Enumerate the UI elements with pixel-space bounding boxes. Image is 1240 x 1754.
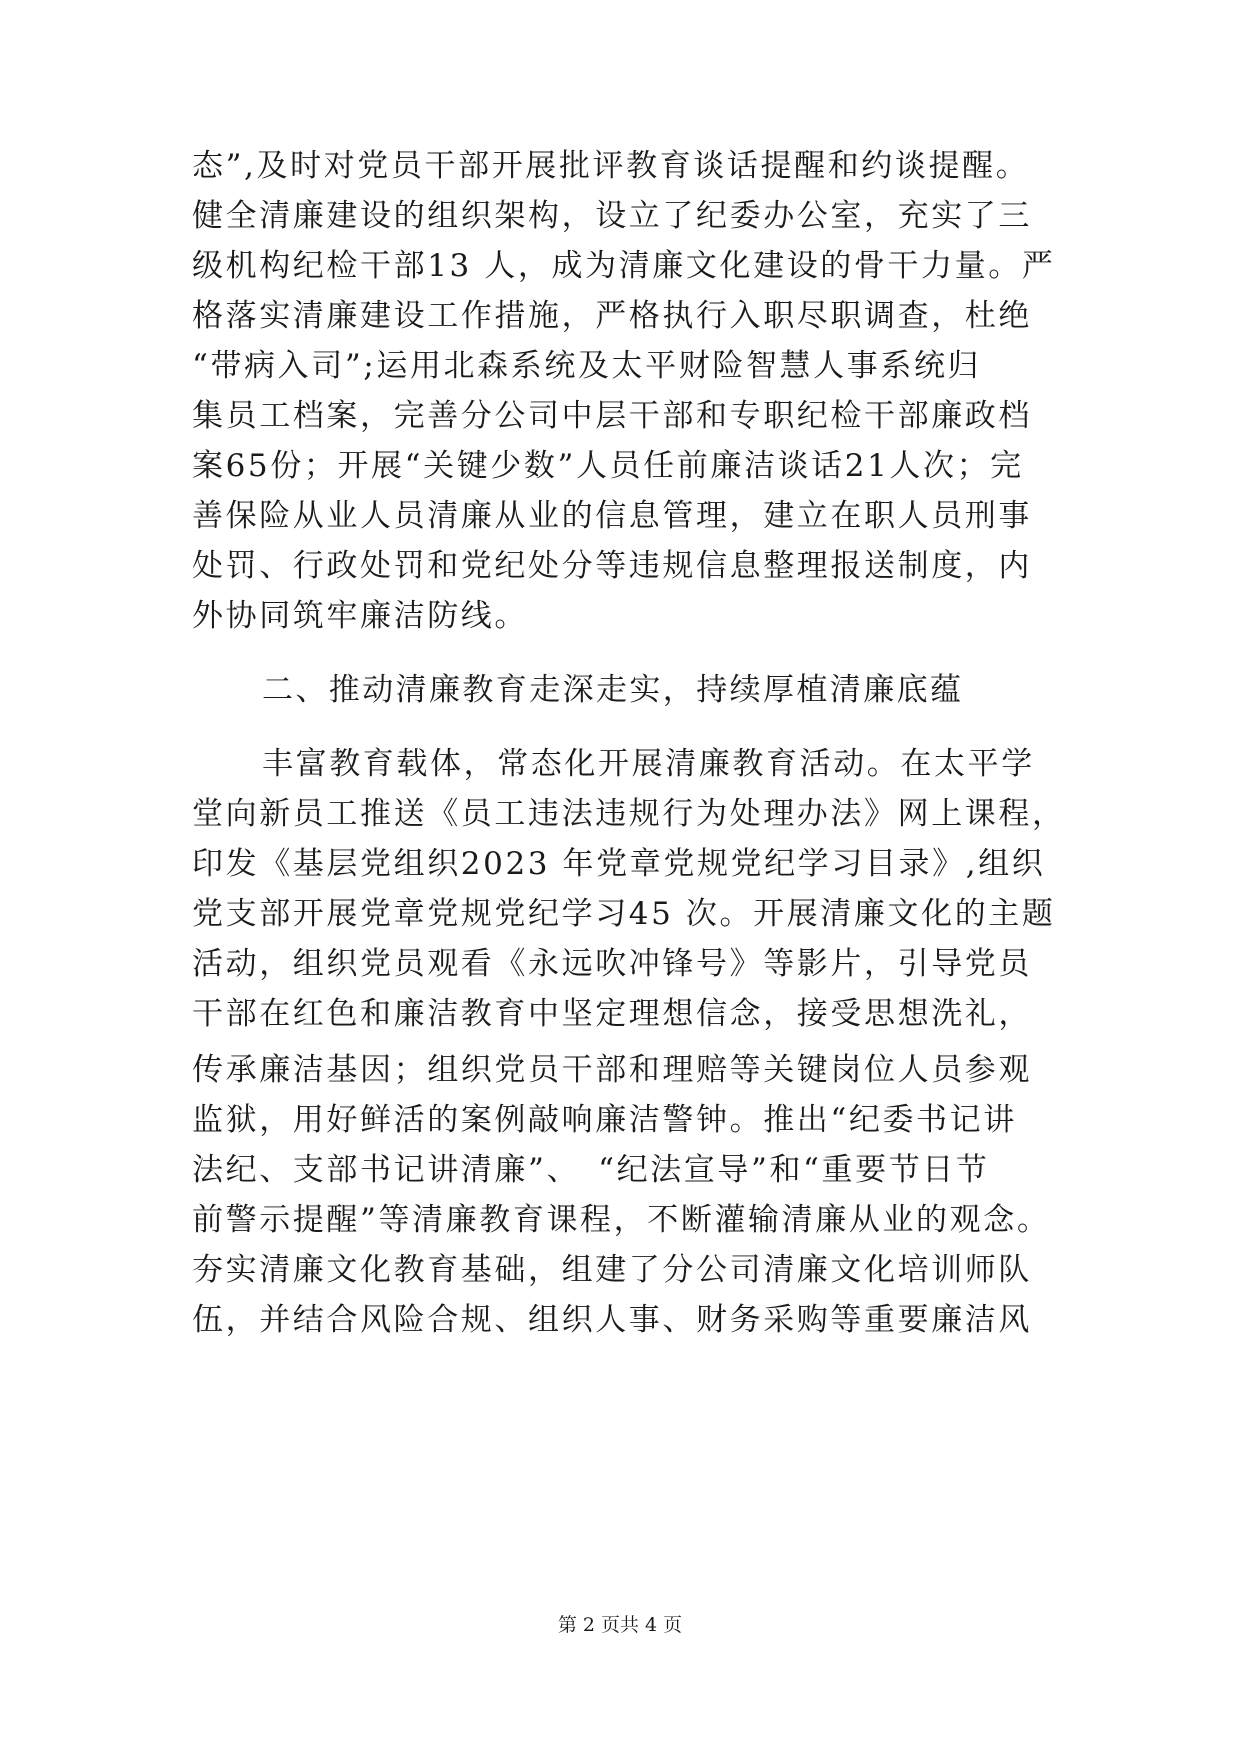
text-line: 前警示提醒”等清廉教育课程，不断灌输清廉从业的观念。 — [192, 1202, 1051, 1238]
text-line: 党支部开展党章党规党纪学习45 次。开展清廉文化的主题 — [192, 896, 1056, 932]
text-line: 法纪、支部书记讲清廉”、 “纪法宣导”和“重要节日节 — [192, 1152, 990, 1188]
page-number-footer: 第 2 页共 4 页 — [557, 1614, 683, 1636]
text-line: 监狱，用好鲜活的案例敲响廉洁警钟。推出“纪委书记讲 — [192, 1102, 1017, 1138]
text-line: 堂向新员工推送《员工违法违规行为处理办法》网上课程， — [192, 796, 1066, 832]
section-heading: 二、推动清廉教育走深走实，持续厚植清廉底蕴 — [262, 672, 964, 708]
text-line: 健全清廉建设的组织架构，设立了纪委办公室，充实了三 — [192, 198, 1032, 234]
text-line: 处罚、行政处罚和党纪处分等违规信息整理报送制度，内 — [192, 548, 1032, 584]
text-line: 态”,及时对党员干部开展批评教育谈话提醒和约谈提醒。 — [192, 148, 1030, 184]
text-line: 夯实清廉文化教育基础，组建了分公司清廉文化培训师队 — [192, 1252, 1032, 1288]
text-line: 干部在红色和廉洁教育中坚定理想信念，接受思想洗礼， — [192, 996, 1032, 1032]
text-line: 传承廉洁基因；组织党员干部和理赔等关键岗位人员参观 — [192, 1052, 1032, 1088]
text-line: 外协同筑牢廉洁防线。 — [192, 598, 528, 634]
text-line: 案65份；开展“关键少数”人员任前廉洁谈话21人次；完 — [192, 448, 1024, 484]
text-line: 活动，组织党员观看《永远吹冲锋号》等影片，引导党员 — [192, 946, 1032, 982]
text-line: 格落实清廉建设工作措施，严格执行入职尽职调查，杜绝 — [192, 298, 1032, 334]
text-line: “带病入司”;运用北森系统及太平财险智慧人事系统归 — [192, 348, 982, 384]
text-line: 集员工档案，完善分公司中层干部和专职纪检干部廉政档 — [192, 398, 1032, 434]
text-line: 印发《基层党组织2023 年党章党规党纪学习目录》,组织 — [192, 846, 1046, 882]
text-line: 级机构纪检干部13 人，成为清廉文化建设的骨干力量。严 — [192, 248, 1056, 284]
text-line: 丰富教育载体，常态化开展清廉教育活动。在太平学 — [262, 746, 1035, 782]
text-line: 伍，并结合风险合规、组织人事、财务采购等重要廉洁风 — [192, 1302, 1032, 1338]
text-line: 善保险从业人员清廉从业的信息管理，建立在职人员刑事 — [192, 498, 1032, 534]
